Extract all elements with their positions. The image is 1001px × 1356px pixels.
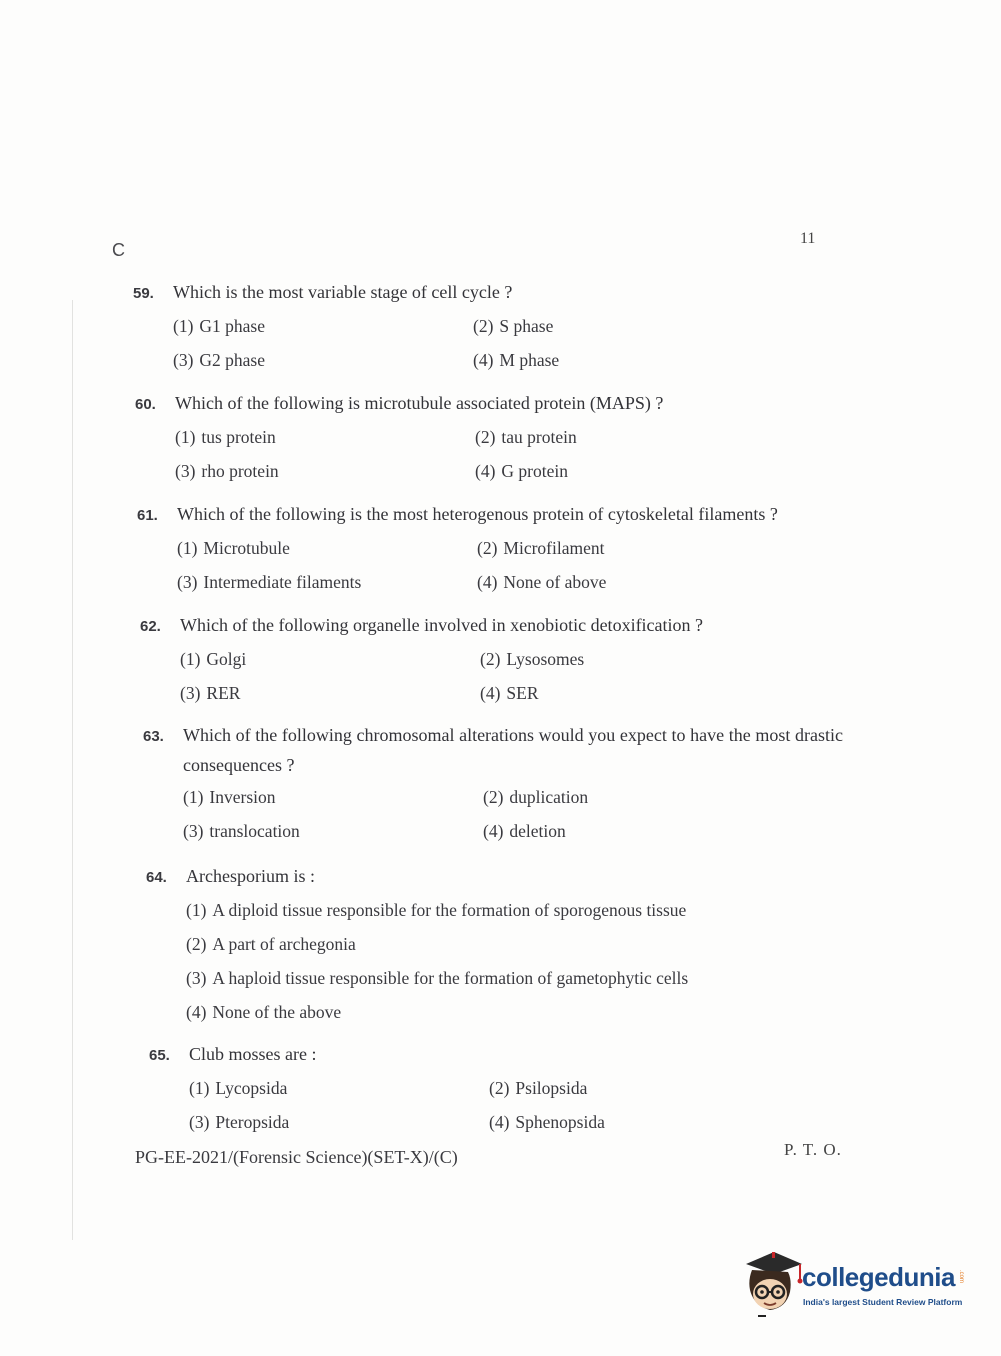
option-index: (3) <box>180 683 201 703</box>
question-text: Which of the following is the most heterogenous protein of cytoskeletal filaments ? <box>177 504 778 524</box>
option-text: duplication <box>509 787 589 807</box>
option-index: (2) <box>480 649 501 669</box>
question-number: 62. <box>140 618 161 635</box>
option-4 <box>477 567 777 597</box>
options-grid <box>175 422 835 486</box>
options-grid <box>177 533 837 597</box>
option-4 <box>489 1107 789 1137</box>
option-text: tus protein <box>201 427 276 447</box>
option-1 <box>189 1073 489 1103</box>
option-2 <box>473 311 773 341</box>
option-index: (4) <box>480 683 501 703</box>
set-letter: C <box>112 240 125 260</box>
collegedunia-logo <box>740 1250 970 1320</box>
option-text: tau protein <box>501 427 577 447</box>
option-1 <box>180 644 480 674</box>
option-2 <box>186 929 786 959</box>
option-text: None of the above <box>212 1002 342 1022</box>
option-index: (3) <box>186 968 207 988</box>
question-number: 63. <box>143 728 164 745</box>
question-text: Which of the following is microtubule associated protein (MAPS) ? <box>175 393 664 413</box>
options-grid <box>189 1073 849 1137</box>
option-text: M phase <box>499 350 560 370</box>
option-index: (2) <box>489 1078 510 1098</box>
option-1 <box>183 782 483 812</box>
question-61 <box>137 499 837 597</box>
option-index: (1) <box>183 787 204 807</box>
options-list <box>186 895 846 1027</box>
question-text: Which of the following chromosomal alterations would you expect to have the most drastic consequences ? <box>183 725 843 775</box>
scan-edge-line <box>72 300 73 1240</box>
option-index: (3) <box>183 821 204 841</box>
option-text: A diploid tissue responsible for the formation of sporogenous tissue <box>212 900 687 920</box>
option-text: Psilopsida <box>515 1078 588 1098</box>
brand-tagline: India's largest Student Review Platform <box>803 1297 963 1307</box>
option-text: deletion <box>509 821 566 841</box>
question-number: 64. <box>146 869 167 886</box>
option-index: (2) <box>477 538 498 558</box>
option-text: Lycopsida <box>215 1078 288 1098</box>
question-number: 60. <box>135 396 156 413</box>
option-3 <box>183 816 483 846</box>
question-64 <box>146 861 846 1027</box>
option-index: (2) <box>186 934 207 954</box>
option-text: Inversion <box>209 787 276 807</box>
option-text: Intermediate filaments <box>203 572 362 592</box>
question-60 <box>135 388 835 486</box>
brand-dotcom: .com <box>958 1270 964 1284</box>
question-text: Club mosses are : <box>189 1044 317 1064</box>
question-text: Archesporium is : <box>186 866 315 886</box>
option-index: (3) <box>177 572 198 592</box>
option-index: (4) <box>483 821 504 841</box>
options-grid <box>180 644 840 708</box>
option-index: (2) <box>473 316 494 336</box>
option-text: RER <box>206 683 241 703</box>
option-text: G protein <box>501 461 568 481</box>
option-text: rho protein <box>201 461 279 481</box>
option-text: G1 phase <box>199 316 266 336</box>
option-2 <box>477 533 777 563</box>
option-index: (4) <box>489 1112 510 1132</box>
option-3 <box>189 1107 489 1137</box>
option-2 <box>480 644 780 674</box>
option-index: (1) <box>173 316 194 336</box>
pto-marker: P. T. O. <box>784 1140 842 1159</box>
question-number: 61. <box>137 507 158 524</box>
question-59 <box>133 277 833 375</box>
brand-name: collegedunia <box>802 1262 955 1292</box>
option-1 <box>173 311 473 341</box>
option-4 <box>480 678 780 708</box>
option-text: S phase <box>499 316 554 336</box>
option-text: Pteropsida <box>215 1112 290 1132</box>
option-text: G2 phase <box>199 350 266 370</box>
option-3 <box>175 456 475 486</box>
option-text: Microtubule <box>203 538 290 558</box>
option-1 <box>186 895 786 925</box>
option-text: None of above <box>503 572 607 592</box>
option-3 <box>177 567 477 597</box>
option-3 <box>180 678 480 708</box>
option-text: SER <box>506 683 539 703</box>
option-4 <box>475 456 775 486</box>
option-4 <box>473 345 773 375</box>
question-number: 59. <box>133 285 154 302</box>
option-index: (2) <box>475 427 496 447</box>
option-2 <box>475 422 775 452</box>
page-number: 11 <box>800 230 816 247</box>
options-grid <box>183 782 843 846</box>
option-1 <box>177 533 477 563</box>
option-3 <box>186 963 786 993</box>
question-62 <box>140 610 840 708</box>
option-text: A part of archegonia <box>212 934 356 954</box>
option-index: (1) <box>186 900 207 920</box>
option-3 <box>173 345 473 375</box>
option-index: (3) <box>175 461 196 481</box>
option-index: (4) <box>475 461 496 481</box>
option-2 <box>483 782 783 812</box>
option-text: translocation <box>209 821 300 841</box>
option-index: (3) <box>173 350 194 370</box>
option-text: Sphenopsida <box>515 1112 605 1132</box>
options-grid <box>173 311 833 375</box>
option-index: (1) <box>180 649 201 669</box>
option-index: (2) <box>483 787 504 807</box>
question-text: Which of the following organelle involved in xenobiotic detoxification ? <box>180 615 704 635</box>
question-63 <box>143 720 843 846</box>
option-text: A haploid tissue responsible for the formation of gametophytic cells <box>212 968 689 988</box>
question-65 <box>149 1039 849 1137</box>
mascot-icon <box>740 1250 804 1320</box>
option-2 <box>489 1073 789 1103</box>
option-text: Lysosomes <box>506 649 585 669</box>
option-index: (4) <box>473 350 494 370</box>
question-number: 65. <box>149 1047 170 1064</box>
option-1 <box>175 422 475 452</box>
option-index: (1) <box>175 427 196 447</box>
option-4 <box>186 997 786 1027</box>
option-text: Microfilament <box>503 538 605 558</box>
paper-code: PG-EE-2021/(Forensic Science)(SET-X)/(C) <box>135 1147 458 1167</box>
option-index: (1) <box>177 538 198 558</box>
option-index: (4) <box>477 572 498 592</box>
option-text: Golgi <box>206 649 247 669</box>
option-4 <box>483 816 783 846</box>
option-index: (4) <box>186 1002 207 1022</box>
option-index: (3) <box>189 1112 210 1132</box>
option-index: (1) <box>189 1078 210 1098</box>
question-text: Which is the most variable stage of cell cycle ? <box>173 282 513 302</box>
